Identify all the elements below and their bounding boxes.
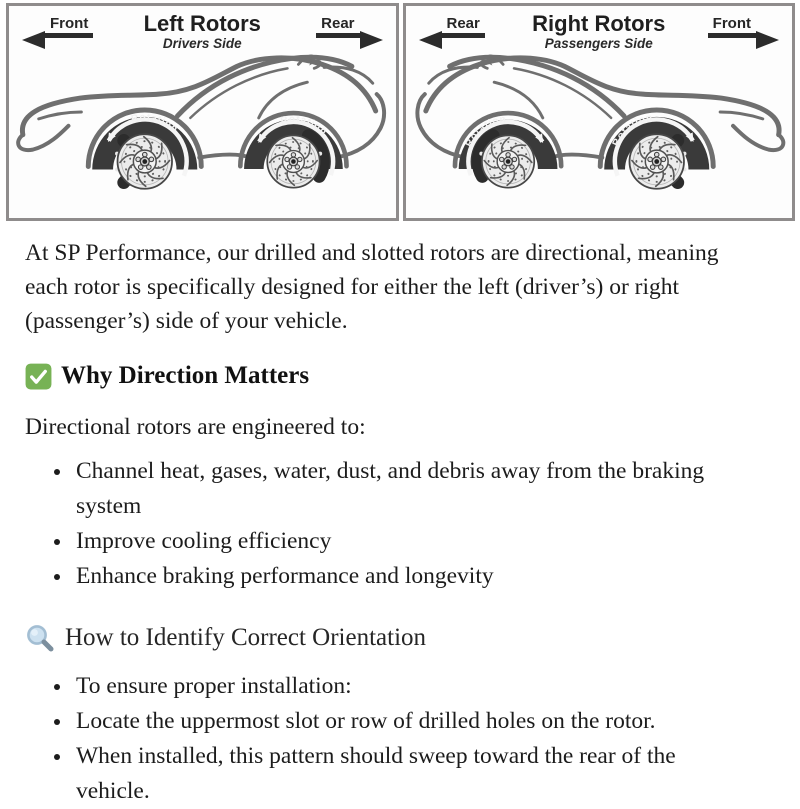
rotation-label: Rotation <box>279 113 330 138</box>
section-title: Why Direction Matters <box>61 362 310 389</box>
rotation-label: Rotation <box>130 112 181 136</box>
section-lead: Directional rotors are engineered to: <box>25 414 366 440</box>
section-heading-identify-orientation <box>25 623 776 653</box>
panel-subtitle: Drivers Side <box>162 36 242 51</box>
orientation-steps-list <box>25 669 725 809</box>
rear-label: Rear <box>316 15 359 38</box>
right-rotors-panel <box>403 3 796 221</box>
section-heading-why-direction-matters <box>25 362 776 390</box>
intro-paragraph: At SP Performance, our drilled and slotted rotors are directional, meaning each rotor is specifically designed for either the left (driver’s) or right (passenger’s) side of your vehicle. <box>25 240 719 334</box>
section-title: How to Identify Correct Orientation <box>65 624 427 651</box>
list-item: • Improve cooling efficiency <box>73 524 725 559</box>
benefits-list <box>25 454 725 594</box>
list-item: • Enhance braking performance and longevity <box>73 559 725 594</box>
panel-title: Left Rotors <box>143 11 261 36</box>
rotation-label: Rotation <box>610 112 654 149</box>
left-rotors-panel <box>6 3 399 221</box>
rear-label: Rear <box>442 15 485 38</box>
magnifier-icon <box>25 623 55 653</box>
article-body <box>0 236 800 809</box>
panel-subtitle: Passengers Side <box>544 36 653 51</box>
list-item: • Locate the uppermost slot or row of drilled holes on the rotor. <box>73 704 725 739</box>
rotation-label: Rotation <box>463 113 507 149</box>
panel-title: Right Rotors <box>532 11 666 36</box>
list-item: • Channel heat, gases, water, dust, and debris away from the braking system <box>73 454 725 524</box>
front-label: Front <box>708 15 756 38</box>
list-item: • To ensure proper installation: <box>73 669 725 704</box>
list-item: • When installed, this pattern should sweep toward the rear of the vehicle. <box>73 739 725 809</box>
rotor-direction-diagram <box>0 0 800 221</box>
check-icon <box>25 363 52 390</box>
front-label: Front <box>45 15 93 38</box>
